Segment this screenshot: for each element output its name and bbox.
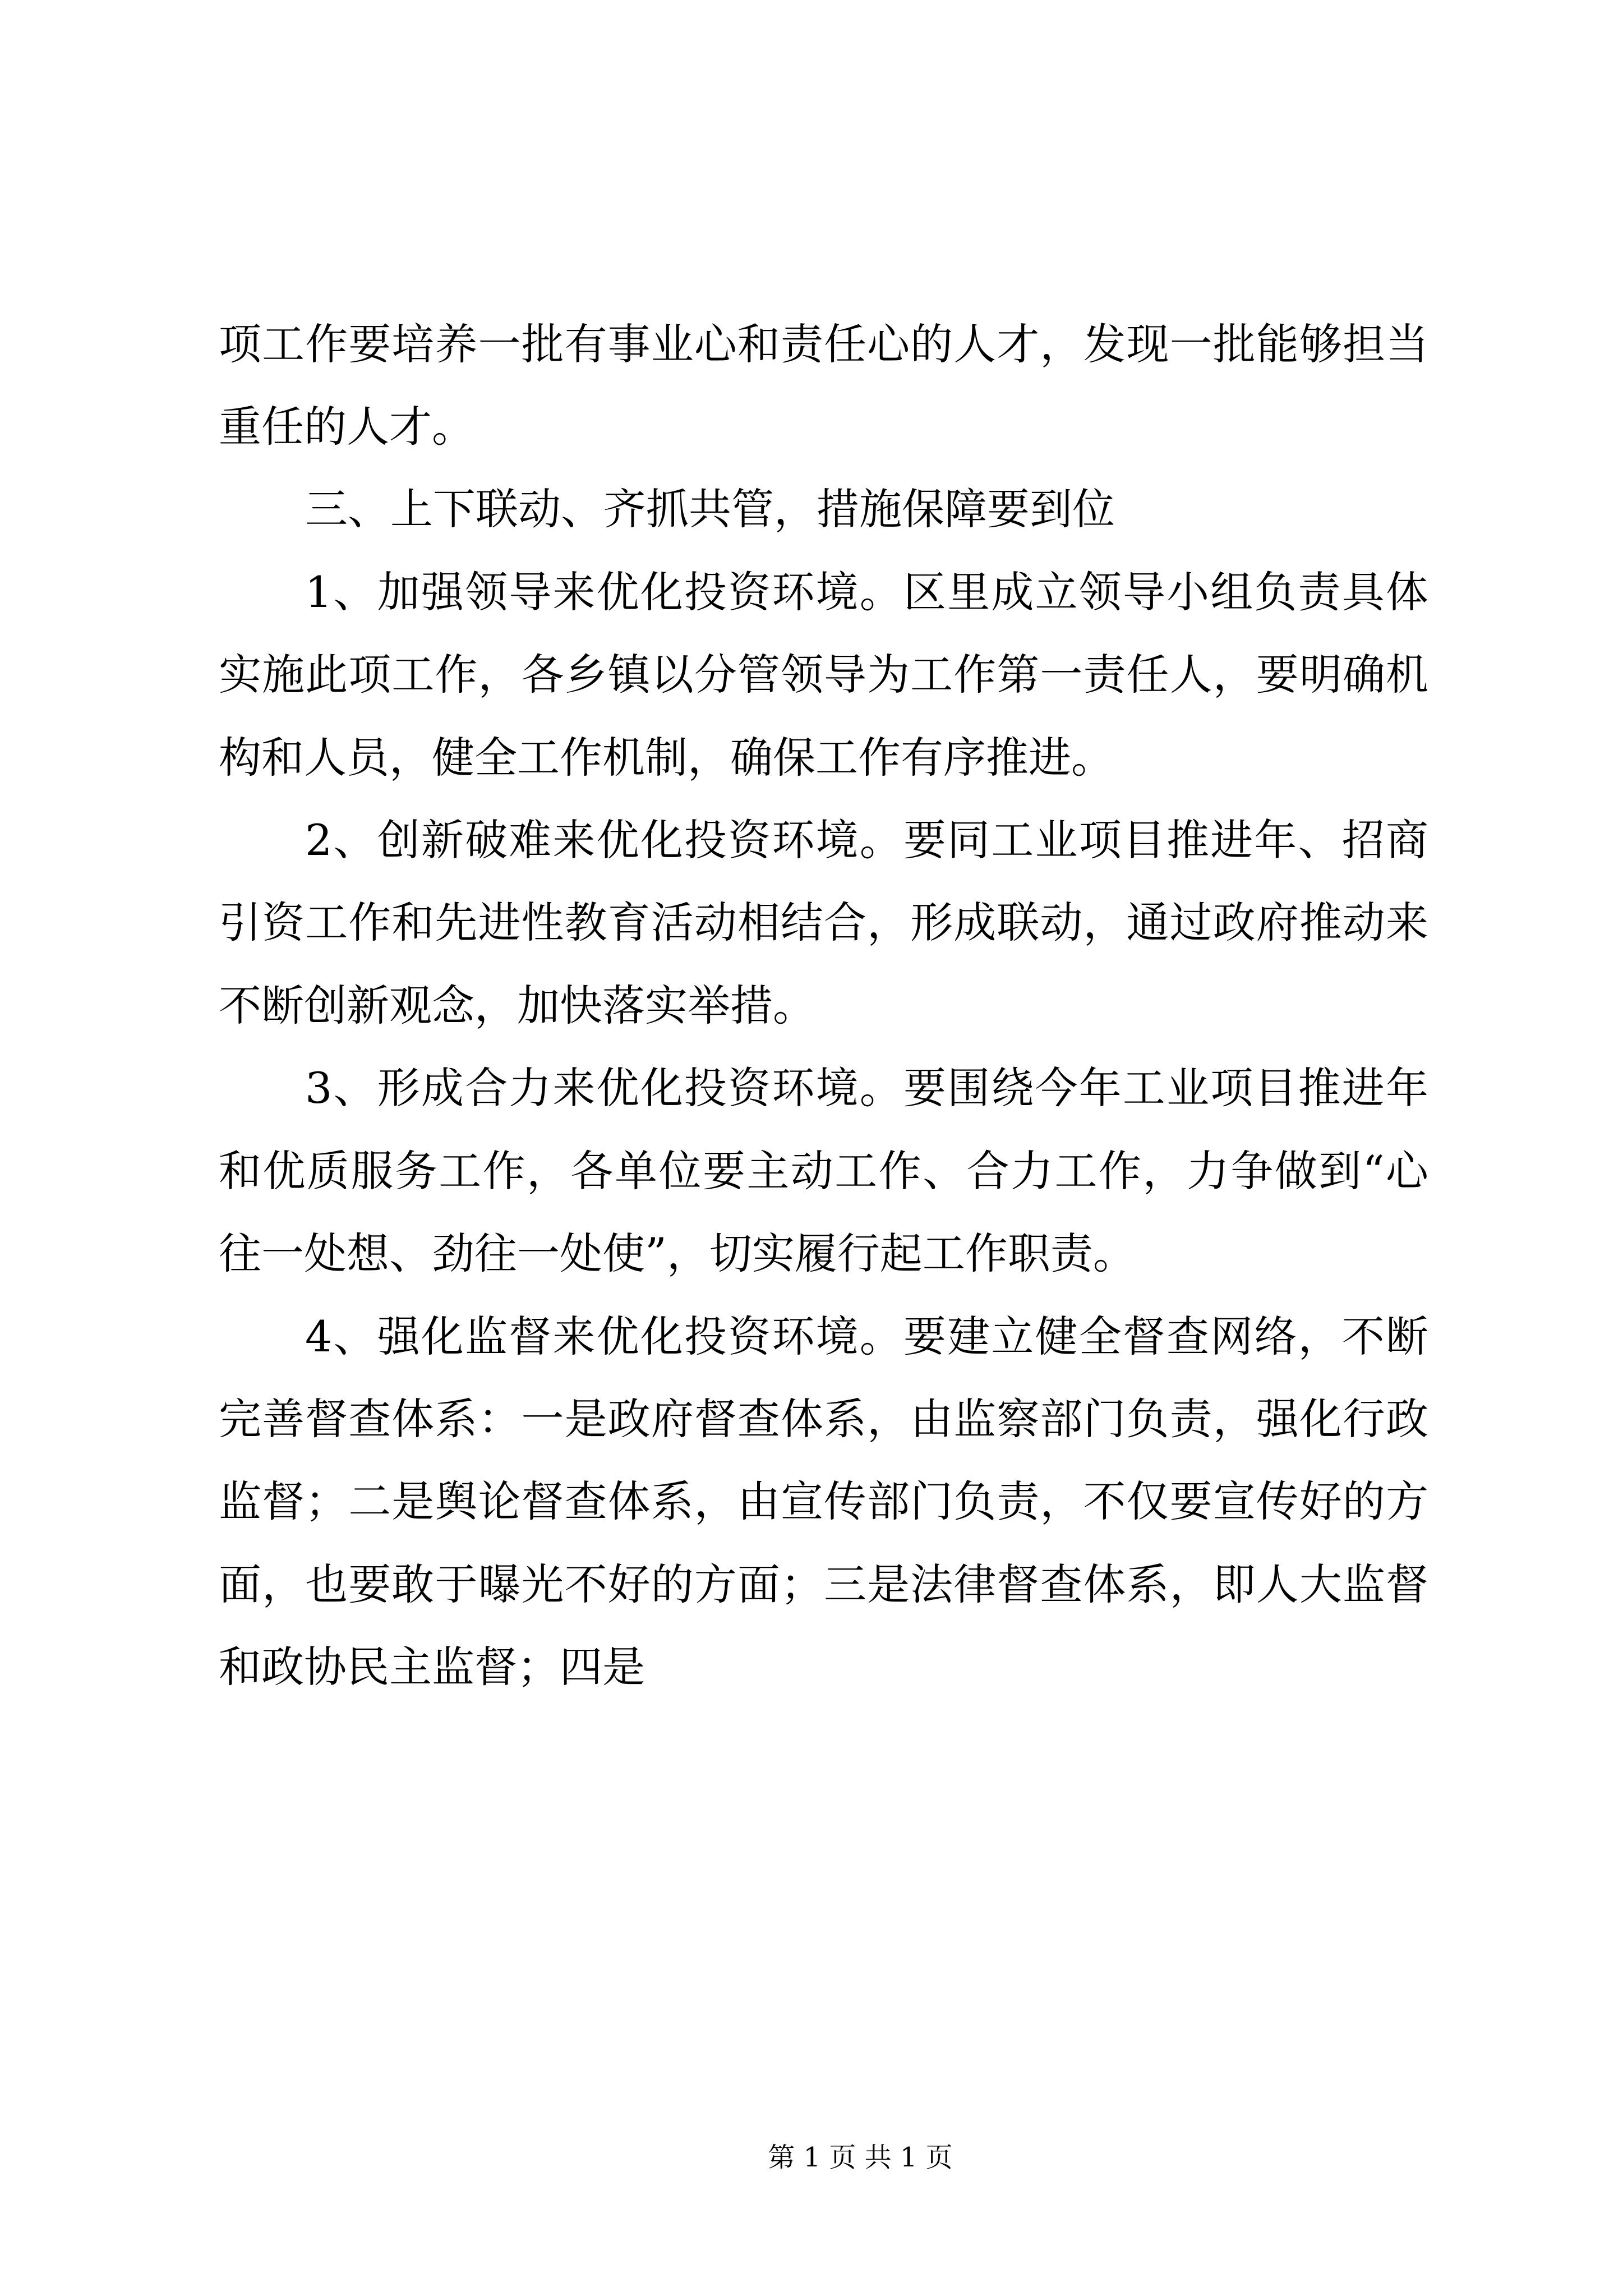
paragraph-line: 监督；二是舆论督查体系，由宣传部门负责，不仅要宣传好的方: [219, 1476, 1428, 1526]
paragraph-line: 构和人员，健全工作机制，确保工作有序推进。: [219, 733, 1114, 783]
paragraph-line: 和优质服务工作，各单位要主动工作、合力工作，力争做到“心: [219, 1146, 1428, 1196]
paragraph-line: 3、形成合力来优化投资环境。要围绕今年工业项目推进年: [305, 1063, 1428, 1113]
paragraph-line: 面，也要敢于曝光不好的方面；三是法律督查体系，即人大监督: [219, 1559, 1428, 1609]
paragraph-line: 4、强化监督来优化投资环境。要建立健全督查网络，不断: [305, 1312, 1428, 1361]
paragraph-line: 2、创新破难来优化投资环境。要同工业项目推进年、招商: [305, 815, 1428, 865]
paragraph-line: 完善督查体系：一是政府督查体系，由监察部门负责，强化行政: [219, 1394, 1428, 1444]
paragraph-line: 和政协民主监督；四是: [219, 1642, 645, 1692]
paragraph-line: 不断创新观念，加快落实举措。: [219, 981, 815, 1030]
page-footer-number: 第 1 页 共 1 页: [768, 2142, 953, 2173]
paragraph-line: 重任的人才。: [219, 402, 474, 452]
paragraph-line: 引资工作和先进性教育活动相结合，形成联动，通过政府推动来: [219, 898, 1428, 947]
paragraph-line: 往一处想、劲往一处使”，切实履行起工作职责。: [219, 1228, 1136, 1278]
paragraph-line: 项工作要培养一批有事业心和责任心的人才，发现一批能够担当: [219, 319, 1428, 369]
paragraph-line: 1、加强领导来优化投资环境。区里成立领导小组负责具体: [305, 567, 1428, 617]
paragraph-line: 实施此项工作，各乡镇以分管领导为工作第一责任人，要明确机: [219, 650, 1428, 700]
section-heading-text: 三、上下联动、齐抓共管，措施保障要到位: [305, 484, 1115, 534]
